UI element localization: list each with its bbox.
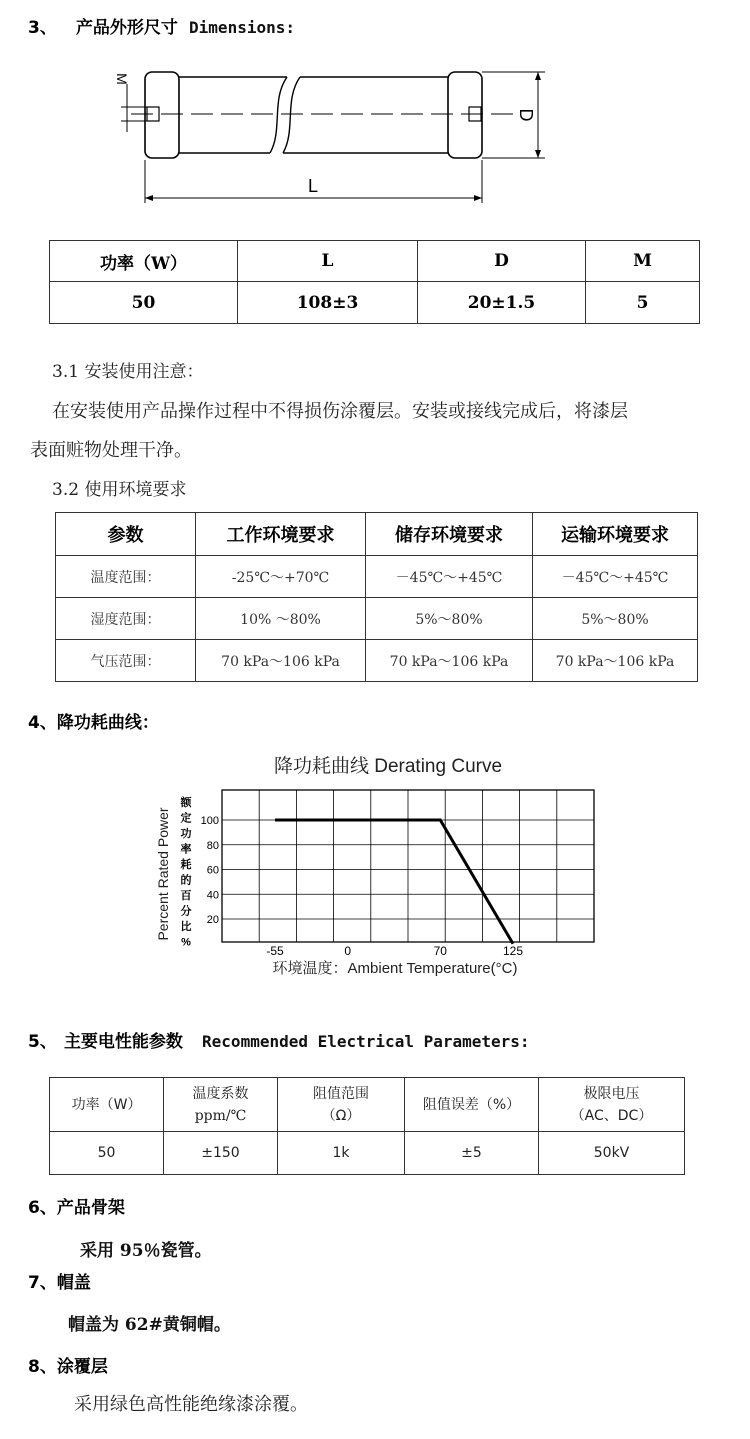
section-7-text: 帽盖为 62#黄铜帽。 — [68, 1315, 231, 1335]
header-power: 功率（W） — [50, 1078, 164, 1132]
cell: -25℃～+70℃ — [196, 556, 366, 598]
section-number: 3、 — [28, 18, 57, 38]
dimensions-table — [49, 240, 700, 324]
cell: 70 kPa～106 kPa — [196, 640, 366, 682]
section-3-1-line2: 表面赃物处理干净。 — [30, 440, 192, 461]
header-l: L — [238, 241, 418, 282]
section-3-heading — [28, 13, 295, 38]
section-5-heading — [28, 1027, 530, 1052]
section-number: 5、 — [28, 1032, 57, 1052]
break-line-right — [283, 77, 300, 153]
table-header-row — [50, 1078, 685, 1132]
cell-limit-voltage: 50kV — [539, 1132, 685, 1175]
y-axis-label-cn-char: 百 — [180, 890, 192, 902]
y-axis-label-cn-char: 额 — [180, 797, 192, 809]
cell-resistance-range: 1k — [278, 1132, 405, 1175]
y-axis-label-cn-char: 的 — [180, 874, 192, 887]
cell: 温度范围： — [56, 556, 196, 598]
section-title-cn: 主要电性能参数 — [63, 1032, 183, 1052]
header-power: 功率（W） — [50, 241, 238, 282]
header-resistance-range: 阻值范围 （Ω） — [278, 1078, 405, 1132]
table-header-row — [56, 513, 698, 556]
y-axis-label-cn-char: 分 — [180, 905, 192, 918]
y-axis-label-cn-char: 耗 — [180, 859, 192, 871]
y-tick-label: 60 — [206, 864, 219, 877]
x-tick-label: 125 — [502, 944, 524, 958]
table-row — [56, 598, 698, 640]
label-d: D — [516, 108, 536, 122]
y-tick-label: 80 — [206, 839, 219, 852]
table-row — [56, 556, 698, 598]
derating-curve-chart — [145, 748, 615, 986]
cell-power: 50 — [50, 282, 238, 324]
cell: －45℃～+45℃ — [533, 556, 698, 598]
label-m: M — [114, 73, 130, 85]
y-axis-label-cn-char: % — [181, 936, 191, 949]
environment-table — [55, 512, 698, 682]
y-tick-label: 20 — [206, 914, 219, 926]
y-tick-label: 100 — [200, 815, 219, 827]
y-tick-label: 40 — [206, 889, 219, 902]
cell: 气压范围： — [56, 640, 196, 682]
section-title-en: Dimensions: — [189, 18, 295, 37]
label-l: L — [307, 176, 319, 196]
chart-title: 降功耗曲线 Derating Curve — [273, 756, 503, 777]
y-axis-label-en: Percent Rated Power — [155, 807, 171, 941]
header-transport: 运输环境要求 — [533, 513, 698, 556]
header-d: D — [418, 241, 586, 282]
resistor-dimension-drawing — [95, 60, 555, 210]
table-row — [56, 640, 698, 682]
x-tick-label: -55 — [266, 944, 284, 958]
section-title-en: Recommended Electrical Parameters: — [202, 1032, 530, 1051]
x-axis-label: 环境温度：Ambient Temperature(°C) — [272, 960, 518, 977]
header-parameter: 参数 — [56, 513, 196, 556]
section-3-1-title: 3.1 安装使用注意： — [52, 362, 204, 382]
section-8-text: 采用绿色高性能绝缘漆涂覆。 — [74, 1394, 308, 1415]
electrical-parameters-table — [49, 1077, 685, 1175]
cell: 5%～80% — [366, 598, 533, 640]
cell: 70 kPa～106 kPa — [533, 640, 698, 682]
table-header-row — [50, 241, 700, 282]
section-7-heading: 7、帽盖 — [28, 1273, 91, 1293]
cell: 5%～80% — [533, 598, 698, 640]
header-temp-coefficient: 温度系数 ppm/℃ — [164, 1078, 278, 1132]
cell-d: 20±1.5 — [418, 282, 586, 324]
header-storage: 储存环境要求 — [366, 513, 533, 556]
cell-power: 50 — [50, 1132, 164, 1175]
section-8-heading: 8、涂覆层 — [28, 1357, 108, 1377]
x-tick-label: 0 — [344, 944, 352, 958]
cell: －45℃～+45℃ — [366, 556, 533, 598]
cell-m: 5 — [586, 282, 700, 324]
section-6-heading: 6、产品骨架 — [28, 1198, 125, 1218]
table-row — [50, 282, 700, 324]
y-axis-label-cn-char: 功 — [180, 828, 192, 840]
section-6-text: 采用 95％瓷管。 — [80, 1241, 212, 1261]
header-m: M — [586, 241, 700, 282]
x-tick-label: 70 — [433, 944, 447, 958]
break-line-left — [270, 77, 287, 153]
y-axis-label-cn-char: 定 — [180, 812, 192, 825]
y-axis-label-cn-char: 比 — [180, 921, 192, 933]
section-3-2-title: 3.2 使用环境要求 — [52, 480, 187, 500]
y-axis-label-cn-char: 率 — [180, 843, 192, 856]
section-title-cn: 产品外形尺寸 — [75, 18, 178, 38]
cell-resistance-tolerance: ±5 — [405, 1132, 539, 1175]
cell-temp-coefficient: ±150 — [164, 1132, 278, 1175]
cell-l: 108±3 — [238, 282, 418, 324]
header-resistance-tolerance: 阻值误差（%） — [405, 1078, 539, 1132]
header-operating: 工作环境要求 — [196, 513, 366, 556]
cell: 70 kPa～106 kPa — [366, 640, 533, 682]
cell: 湿度范围： — [56, 598, 196, 640]
section-3-1-line1: 在安装使用产品操作过程中不得损伤涂覆层。安装或接线完成后，将漆层 — [52, 401, 628, 422]
header-limit-voltage: 极限电压 （AC、DC） — [539, 1078, 685, 1132]
table-row — [50, 1132, 685, 1175]
section-4-heading: 4、降功耗曲线： — [28, 713, 159, 733]
cell: 10% ～80% — [196, 598, 366, 640]
